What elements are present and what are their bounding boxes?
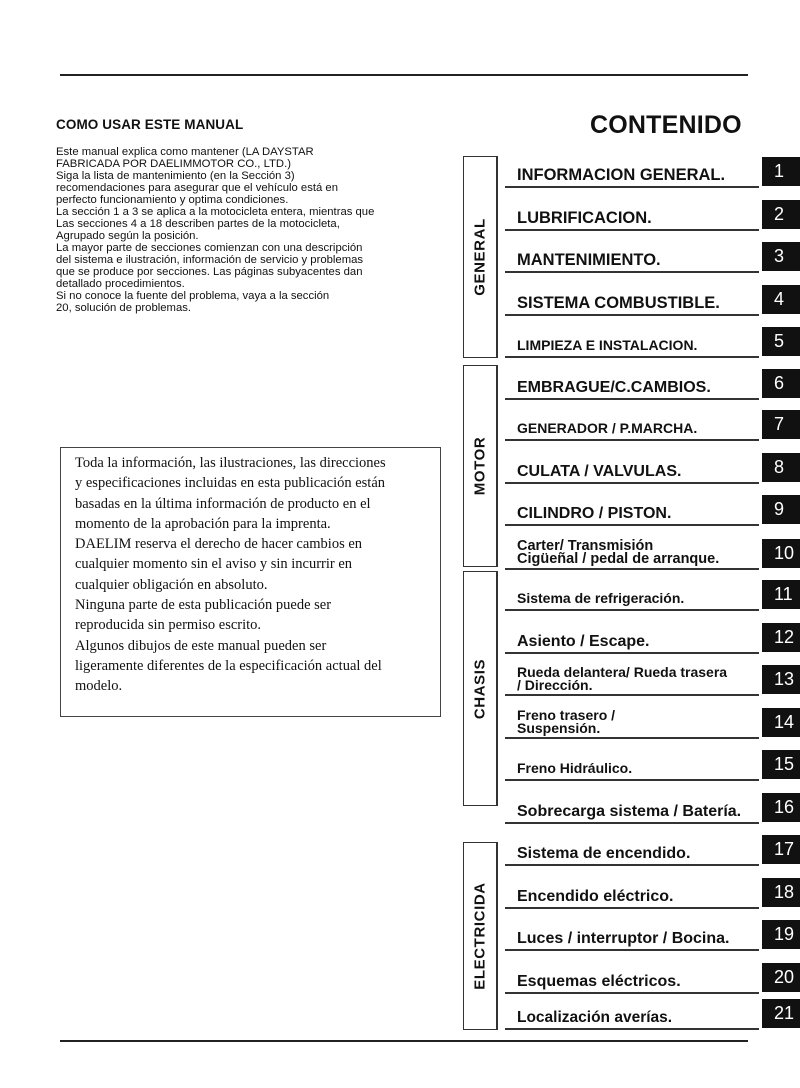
toc-entry-20 — [505, 956, 759, 994]
group-motor — [463, 365, 498, 567]
toc-entry-label — [517, 666, 727, 692]
toc-entry-7 — [505, 403, 759, 441]
toc-entry-underline — [505, 652, 759, 654]
toc-entry-label-line: GENERADOR / P.MARCHA. — [517, 420, 698, 436]
toc-entry-label-line: Suspensión. — [517, 720, 601, 736]
toc-entry-underline — [505, 694, 759, 696]
section-number-tab: 11 — [762, 580, 800, 609]
intro-line: Si no conoce la fuente del problema, vaya a la sección — [56, 290, 330, 302]
group-electricida — [463, 842, 498, 1030]
toc-entry-19 — [505, 913, 759, 951]
intro-line: Siga la lista de mantenimiento (en la Sección 3) — [56, 170, 295, 182]
notice-line: reproducida sin permiso escrito. — [75, 617, 262, 634]
section-number-tab: 3 — [762, 242, 800, 271]
intro-line: 20, solución de problemas. — [56, 302, 192, 314]
toc-entry-underline — [505, 779, 759, 781]
notice-line: cualquier momento sin el aviso y sin incurrir en — [75, 556, 353, 573]
group-label: MOTOR — [471, 436, 489, 496]
toc-entry-underline — [505, 186, 759, 188]
toc-entry-label — [517, 166, 726, 184]
toc-entry-underline — [505, 314, 759, 316]
toc-entry-label — [517, 975, 681, 988]
toc-entry-underline — [505, 271, 759, 273]
toc-entry-label — [517, 1011, 672, 1024]
toc-entry-label-line: CULATA / VALVULAS. — [517, 463, 682, 480]
intro-line: Las secciones 4 a 18 describen partes de la motocicleta, — [56, 218, 340, 230]
group-chasis — [463, 571, 498, 806]
group-general — [463, 156, 498, 358]
group-label: ELECTRICIDA — [471, 882, 489, 990]
section-number-tab: 6 — [762, 369, 800, 398]
toc-entry-label — [517, 339, 697, 352]
toc-entry-17 — [505, 828, 759, 866]
toc-entry-label — [517, 635, 650, 648]
toc-entry-label — [517, 762, 632, 775]
intro-line: que se produce por secciones. Las páginas subyacentes dan — [56, 266, 363, 278]
toc-entry-label — [517, 507, 671, 520]
toc-entry-underline — [505, 439, 759, 441]
toc-entry-label-line: CILINDRO / PISTON. — [517, 505, 672, 522]
toc-entry-label-line: Esquemas eléctricos. — [517, 973, 681, 990]
toc-entry-1 — [505, 150, 759, 188]
toc-entry-label-line: INFORMACION GENERAL. — [517, 166, 726, 184]
toc-entry-underline — [505, 949, 759, 951]
toc-entry-underline — [505, 822, 759, 824]
toc-entry-13 — [505, 658, 759, 696]
toc-entry-label-line: LUBRIFICACION. — [517, 209, 652, 227]
toc-entry-label-line: Freno Hidráulico. — [517, 760, 633, 776]
toc-entry-underline — [505, 229, 759, 231]
toc-entry-6 — [505, 362, 759, 400]
bottom-rule — [60, 1040, 748, 1042]
toc-entry-21 — [505, 992, 759, 1030]
notice-box — [60, 447, 441, 717]
section-number-tab: 18 — [762, 878, 800, 907]
section-number-tab: 21 — [762, 999, 800, 1028]
notice-line: modelo. — [75, 678, 123, 695]
toc-entry-14 — [505, 701, 759, 739]
toc-entry-label-line: / Dirección. — [517, 677, 593, 693]
toc-entry-label-line: Encendido eléctrico. — [517, 888, 674, 905]
toc-entry-label-line: MANTENIMIENTO. — [517, 251, 661, 269]
toc-entry-label — [517, 251, 661, 269]
toc-entry-label-line: EMBRAGUE/C.CAMBIOS. — [517, 379, 711, 396]
toc-entry-12 — [505, 616, 759, 654]
section-number-tab: 17 — [762, 835, 800, 864]
toc-entry-label — [517, 847, 690, 860]
intro-line: detallado procedimientos. — [56, 278, 185, 290]
toc-entry-label — [517, 592, 684, 605]
toc-entry-10 — [505, 532, 759, 570]
notice-line: Algunos dibujos de este manual pueden ser — [75, 637, 327, 654]
section-number-tab: 2 — [762, 200, 800, 229]
toc-entry-label-line: Sistema de refrigeración. — [517, 590, 685, 606]
notice-line: Ninguna parte de esta publicación puede ser — [75, 597, 332, 614]
toc-entry-underline — [505, 524, 759, 526]
toc-entry-underline — [505, 568, 759, 570]
section-number-tab: 14 — [762, 708, 800, 737]
toc-entry-label-line: Localización averías. — [517, 1009, 673, 1026]
intro-line: Este manual explica como mantener (LA DAYSTAR — [56, 146, 314, 158]
toc-entry-underline — [505, 737, 759, 739]
toc-entry-label-line: Freno trasero / — [517, 707, 616, 723]
toc-entry-11 — [505, 573, 759, 611]
toc-entry-underline — [505, 907, 759, 909]
toc-entry-label-line: Luces / interruptor / Bocina. — [517, 930, 730, 947]
notice-line: y especificaciones incluidas en esta publicación están — [75, 475, 386, 492]
toc-entry-label — [517, 890, 673, 903]
toc-entry-label-line: Cigüeñal / pedal de arranque. — [517, 551, 720, 567]
toc-entry-label-line: Carter/ Transmisión — [517, 538, 654, 554]
toc-entry-label-line: Sistema de encendido. — [517, 845, 691, 862]
section-number-tab: 13 — [762, 665, 800, 694]
contents-title: CONTENIDO — [590, 111, 742, 139]
toc-entry-label — [517, 540, 719, 566]
section-number-tab: 8 — [762, 453, 800, 482]
toc-entry-label — [517, 709, 615, 735]
toc-entry-9 — [505, 488, 759, 526]
toc-entry-label-line: Rueda delantera/ Rueda trasera — [517, 664, 728, 680]
notice-line: DAELIM reserva el derecho de hacer cambios en — [75, 536, 363, 553]
toc-entry-underline — [505, 398, 759, 400]
intro-line: recomendaciones para asegurar que el vehículo está en — [56, 182, 338, 194]
section-number-tab: 1 — [762, 157, 800, 186]
toc-entry-label — [517, 932, 729, 945]
intro-line: perfecto funcionamiento y optima condiciones. — [56, 194, 289, 206]
toc-entry-label — [517, 465, 681, 478]
toc-entry-label — [517, 805, 741, 818]
toc-entry-18 — [505, 871, 759, 909]
notice-line: cualquier obligación en absoluto. — [75, 576, 268, 593]
intro-heading: COMO USAR ESTE MANUAL — [56, 117, 244, 132]
toc-entry-label-line: Sobrecarga sistema / Batería. — [517, 803, 742, 820]
toc-entry-5 — [505, 320, 759, 358]
intro-line: del sistema e ilustración, información de servicio y problemas — [56, 254, 364, 266]
toc-entry-label-line: LIMPIEZA E INSTALACION. — [517, 337, 698, 353]
section-number-tab: 20 — [762, 963, 800, 992]
section-number-tab: 4 — [762, 285, 800, 314]
notice-line: Toda la información, las ilustraciones, las direcciones — [75, 455, 386, 471]
toc-entry-label-line: SISTEMA COMBUSTIBLE. — [517, 294, 720, 312]
toc-entry-4 — [505, 278, 759, 316]
toc-entry-15 — [505, 743, 759, 781]
toc-entry-label — [517, 422, 697, 435]
section-number-tab: 5 — [762, 327, 800, 356]
toc-entry-3 — [505, 235, 759, 273]
section-number-tab: 19 — [762, 920, 800, 949]
toc-entry-label — [517, 381, 711, 394]
top-rule — [60, 74, 748, 76]
toc-entry-underline — [505, 609, 759, 611]
toc-entry-underline — [505, 356, 759, 358]
section-number-tab: 10 — [762, 539, 800, 568]
toc-entry-label — [517, 209, 652, 227]
group-label: GENERAL — [471, 218, 489, 296]
section-number-tab: 7 — [762, 410, 800, 439]
intro-line: La sección 1 a 3 se aplica a la motocicleta entera, mientras que — [56, 206, 375, 218]
section-number-tab: 12 — [762, 623, 800, 652]
intro-line: Agrupado según la posición. — [56, 230, 199, 242]
toc-entry-2 — [505, 193, 759, 231]
toc-entry-label-line: Asiento / Escape. — [517, 633, 650, 650]
intro-line: FABRICADA POR DAELIMMOTOR CO., LTD.) — [56, 158, 291, 170]
section-number-tab: 15 — [762, 750, 800, 779]
intro-line: La mayor parte de secciones comienzan con una descripción — [56, 242, 363, 254]
group-label: CHASIS — [471, 658, 489, 719]
notice-line: ligeramente diferentes de la especificación actual del — [75, 657, 382, 674]
toc-entry-underline — [505, 482, 759, 484]
toc-entry-16 — [505, 786, 759, 824]
toc-entry-label — [517, 294, 720, 312]
notice-line: basadas en la última información de producto en el — [75, 495, 371, 512]
toc-entry-8 — [505, 446, 759, 484]
section-number-tab: 16 — [762, 793, 800, 822]
toc-entry-underline — [505, 1028, 759, 1030]
section-number-tab: 9 — [762, 495, 800, 524]
toc-entry-underline — [505, 864, 759, 866]
intro-text — [56, 146, 436, 314]
notice-line: momento de la aprobación para la imprenta. — [75, 515, 331, 532]
